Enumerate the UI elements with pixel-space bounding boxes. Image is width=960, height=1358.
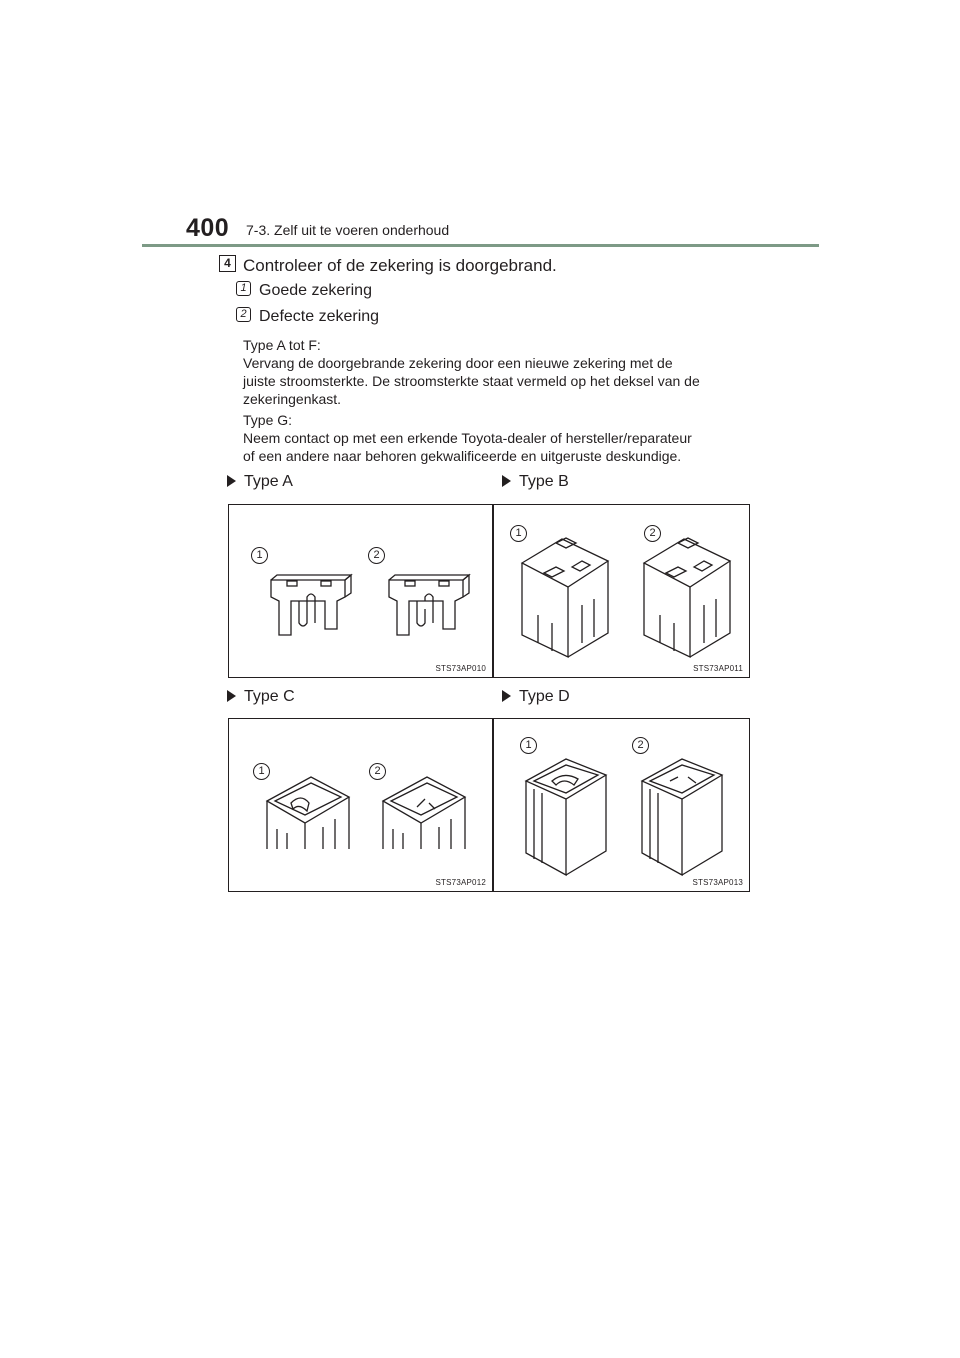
paragraph-line: Vervang de doorgebrande zekering door een nieuwe zekering met de	[243, 355, 673, 371]
callout-1: 1	[253, 763, 270, 780]
blade-fuse-illustration	[229, 505, 494, 679]
figure-type-b	[493, 504, 750, 678]
square-fuse-illustration	[229, 719, 494, 893]
legend-badge-2: 2	[236, 307, 251, 322]
callout-1: 1	[520, 737, 537, 754]
type-a-heading: Type A	[227, 473, 293, 491]
paragraph-label: Type A tot F:	[243, 337, 321, 353]
callout-2: 2	[369, 763, 386, 780]
figure-type-a	[228, 504, 493, 678]
callout-1: 1	[510, 525, 527, 542]
figure-code: STS73AP011	[693, 664, 743, 673]
type-d-heading: Type D	[502, 688, 570, 706]
triangle-bullet-icon	[227, 690, 236, 702]
paragraph-type-g	[243, 411, 747, 465]
section-title: 7-3. Zelf uit te voeren onderhoud	[246, 222, 450, 238]
header-rule	[142, 244, 819, 247]
figure-code: STS73AP012	[435, 878, 486, 887]
type-c-heading: Type C	[227, 688, 295, 706]
legend-label-good-fuse: Goede zekering	[259, 282, 372, 299]
figure-type-c	[228, 718, 493, 892]
paragraph-label: Type G:	[243, 412, 293, 428]
paragraph-type-a-f	[243, 336, 747, 408]
step-number-badge: 4	[219, 255, 236, 272]
paragraph-line: Neem contact op met een erkende Toyota-dealer of hersteller/reparateur	[243, 430, 692, 446]
triangle-bullet-icon	[227, 475, 236, 487]
paragraph-line: zekeringenkast.	[243, 391, 342, 407]
page-number: 400	[186, 214, 230, 242]
paragraph-line: juiste stroomsterkte. De stroomsterkte staat vermeld op het deksel van de	[243, 373, 700, 389]
callout-2: 2	[368, 547, 385, 564]
cartridge-fuse-illustration	[494, 505, 751, 679]
figure-code: STS73AP010	[435, 664, 486, 673]
callout-1: 1	[251, 547, 268, 564]
triangle-bullet-icon	[502, 690, 511, 702]
legend-badge-1: 1	[236, 281, 251, 296]
triangle-bullet-icon	[502, 475, 511, 487]
callout-2: 2	[644, 525, 661, 542]
legend-label-blown-fuse: Defecte zekering	[259, 308, 380, 325]
type-b-heading: Type B	[502, 473, 569, 491]
figure-code: STS73AP013	[692, 878, 743, 887]
step-heading: Controleer of de zekering is doorgebrand.	[243, 256, 557, 275]
figure-type-d	[493, 718, 750, 892]
callout-2: 2	[632, 737, 649, 754]
paragraph-line: of een andere naar behoren gekwalificeerde en uitgeruste deskundige.	[243, 448, 682, 464]
